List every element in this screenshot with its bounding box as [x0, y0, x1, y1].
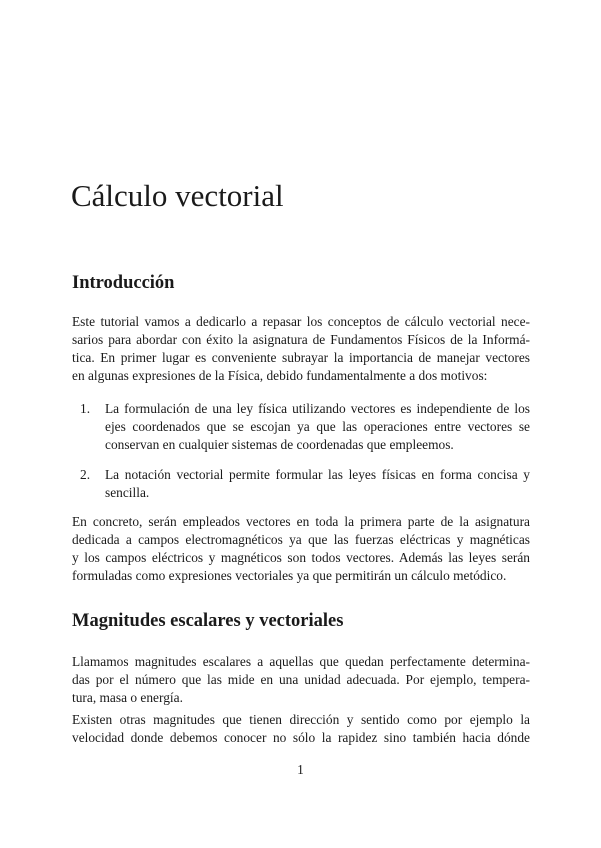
intro-paragraph-1 [72, 313, 530, 385]
list-item [72, 400, 530, 454]
text-line: tica. En primer lugar es conveniente subrayar la importancia de manejar vectores [72, 350, 530, 365]
text-line: conservan en cualquier sistemas de coordenadas que empleemos. [105, 437, 454, 452]
section-heading-introduccion: Introducción [72, 273, 175, 293]
intro-paragraph-2 [72, 513, 530, 585]
text-line: en algunas expresiones de la Física, debido fundamentalmente a dos motivos: [72, 368, 488, 383]
page-number: 1 [297, 762, 304, 777]
text-line: tura, masa o energía. [72, 690, 183, 705]
text-line: ejes coordenados que se escojan ya que las operaciones entre vectores se [105, 419, 530, 434]
text-line: Existen otras magnitudes que tienen dirección y sentido como por ejemplo la [72, 712, 530, 727]
text-line: das por el número que las mide en una unidad adecuada. Por ejemplo, tempera- [72, 672, 530, 687]
text-line: La notación vectorial permite formular las leyes físicas en forma concisa y [105, 467, 530, 482]
text-line: velocidad donde debemos conocer no sólo la rapidez sino también hacia dónde [72, 730, 530, 745]
text-line: dedicada a campos electromagnéticos ya que las fuerzas eléctricas y magnéticas [72, 532, 530, 547]
text-line: formuladas como expresiones vectoriales ya que permitirán un cálculo metódico. [72, 568, 507, 583]
text-line: La formulación de una ley física utilizando vectores es independiente de los [105, 401, 530, 416]
magnitudes-paragraph-2 [72, 711, 530, 747]
text-line: En concreto, serán empleados vectores en toda la primera parte de la asignatura [72, 514, 530, 529]
magnitudes-paragraph-1 [72, 653, 530, 707]
text-line: sencilla. [105, 485, 150, 500]
text-line: Llamamos magnitudes escalares a aquellas que quedan perfectamente determina- [72, 654, 530, 669]
text-line: Este tutorial vamos a dedicarlo a repasar los conceptos de cálculo vectorial nece- [72, 314, 530, 329]
text-line: y los campos eléctricos y magnéticos son todos vectores. Además las leyes serán [72, 550, 530, 565]
list-item [72, 466, 530, 502]
list-number: 2. [80, 467, 91, 482]
section-heading-magnitudes: Magnitudes escalares y vectoriales [72, 611, 344, 631]
list-number: 1. [80, 401, 91, 416]
text-line: sarios para abordar con éxito la asignatura de Fundamentos Físicos de la Informá- [72, 332, 530, 347]
page-title: Cálculo vectorial [71, 178, 284, 213]
